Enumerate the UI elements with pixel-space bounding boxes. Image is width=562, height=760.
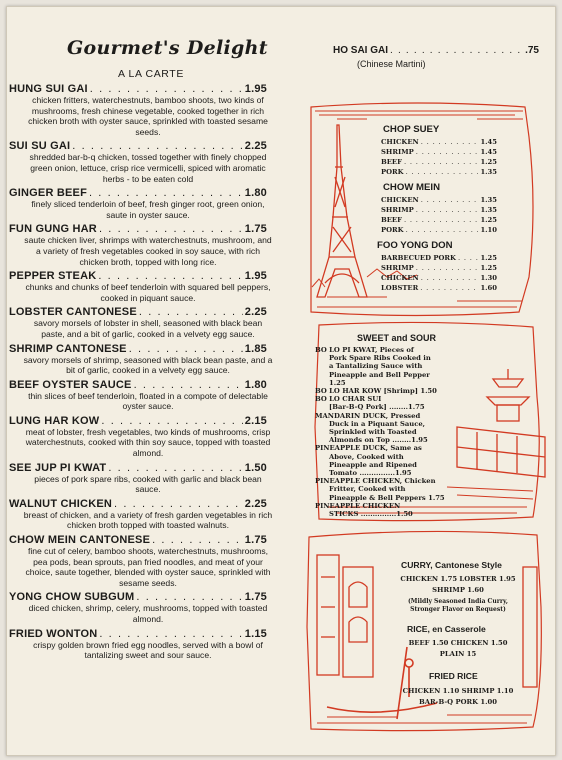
menu-item-price: 1.75: [244, 591, 267, 604]
leader-dots: [90, 83, 243, 95]
right-column: [297, 7, 555, 755]
leader-dots: [152, 534, 243, 546]
dish-name: LOBSTER: [381, 284, 419, 292]
leader-dots: [421, 138, 479, 146]
sweet-sour-line: Pineapple and Bell Pepper 1.25: [329, 370, 430, 387]
menu-item: [7, 591, 297, 624]
leader-dots: [421, 196, 479, 204]
leader-dots: [416, 206, 479, 214]
dish-price: 1.35: [480, 196, 497, 204]
menu-item: [7, 270, 297, 303]
menu-item-header: [7, 591, 297, 603]
menu-item: [7, 83, 297, 137]
menu-item: [7, 187, 297, 220]
sweet-sour-line: BO LO PI KWAT, Pieces of: [315, 346, 414, 354]
price-row: [381, 168, 497, 176]
fried-rice-title: FRIED RICE: [429, 671, 478, 681]
menu-item-header: [7, 187, 297, 199]
dish-price: 1.35: [480, 168, 497, 176]
sweet-sour-line: BO LO HAR KOW [Shrimp] 1.50: [315, 387, 437, 396]
menu-item: [7, 415, 297, 459]
sweet-sour-line: STICKS ...............1.50: [329, 510, 413, 519]
menu-item-name: SEE JUP PI KWAT: [9, 461, 107, 474]
ho-sai-gai-price: .75: [525, 45, 539, 56]
price-row: [381, 138, 497, 146]
curry-prices: CHICKEN 1.75 LOBSTER 1.95: [400, 575, 516, 583]
leader-dots: [72, 140, 242, 152]
menu-item-price: 2.15: [244, 414, 267, 427]
sweet-sour-line: Fritter, Cooked with: [329, 485, 406, 494]
menu-item-price: 2.25: [244, 140, 267, 153]
sweet-sour-line: Duck in a Piquant Sauce,: [329, 419, 426, 428]
menu-item-description: fine cut of celery, bamboo shoots, waterchestnuts, mushrooms, pea pods, bean sprouts, pan fried noodles, and meat of your choice, saute together, blended with oyster sauce, sprinkled with sesame seeds.: [25, 546, 271, 588]
price-row: [381, 206, 497, 214]
dish-name: SHRIMP: [381, 148, 414, 156]
curry-shrimp-price: SHRIMP 1.60: [432, 586, 484, 594]
dish-name: PORK: [381, 168, 404, 176]
menu-item-header: [7, 534, 297, 546]
menu-item-header: [7, 223, 297, 235]
menu-item-header: [7, 379, 297, 391]
sweet-sour-line: MANDARIN DUCK, Pressed: [315, 411, 421, 420]
menu-item-price: 1.85: [244, 342, 267, 355]
sweet-sour-line: Pork Spare Ribs Cooked in: [329, 354, 431, 363]
dish-name: BEEF: [381, 216, 402, 224]
leader-dots: [404, 158, 479, 166]
menu-item: [7, 628, 297, 661]
menu-item-description: shredded bar-b-q chicken, tossed together with finely chopped green onion, lettuce, crisp rice vermicelli, spiced with aromatic herbs - to be eaten cold: [29, 152, 267, 184]
sweet-sour-list: [315, 346, 445, 518]
dish-name: SHRIMP: [381, 206, 414, 214]
sweet-sour-line: Above, Cooked with: [329, 452, 404, 461]
price-row: [381, 254, 497, 262]
menu-item-header: [7, 498, 297, 510]
water-hatching: [317, 715, 532, 723]
price-row: [381, 264, 497, 272]
menu-item-description: chicken fritters, waterchestnuts, bamboo shoots, two kinds of mushrooms, fresh chinese vegetable, cooked together in rich chicken broth with oyster sauce, sprinkled with toasted sesame seeds.: [28, 95, 268, 137]
menu-item: [7, 498, 297, 531]
menu-item: [7, 343, 297, 376]
menu-item-name: SUI SU GAI: [9, 140, 71, 153]
menu-item: [7, 379, 297, 412]
menu-item-description: crispy golden brown fried egg noodles, served with a bowl of tantalizing sweet and sour sauce.: [33, 639, 263, 661]
menu-item-name: FRIED WONTON: [9, 627, 98, 640]
dish-name: PORK: [381, 226, 404, 234]
fried-rice-prices: CHICKEN 1.10 SHRIMP 1.10: [402, 687, 514, 695]
sweet-sour-line: PINEAPPLE CHICKEN, Chicken: [315, 477, 436, 486]
menu-item-description: breast of chicken, and a variety of fresh garden vegetables in rich chicken broth topped with toasted walnuts.: [23, 509, 273, 531]
leader-dots: [114, 498, 243, 510]
menu-item-name: PEPPER STEAK: [9, 270, 97, 283]
leader-dots: [99, 628, 242, 640]
leader-dots: [458, 254, 478, 262]
leader-dots: [416, 148, 479, 156]
rice-casserole-prices: BEEF 1.50 CHICKEN 1.50: [408, 639, 508, 647]
menu-item-price: 2.25: [244, 306, 267, 319]
eiffel-tower-drawing: [317, 125, 367, 297]
menu-subtitle: A LA CARTE: [118, 68, 184, 80]
menu-item: [7, 223, 297, 267]
leader-dots: [136, 591, 242, 603]
sweet-sour-line: [Bar-B-Q Pork] ........1.75: [329, 403, 425, 412]
menu-item-price: 2.25: [244, 497, 267, 510]
menu-item-price: 1.15: [244, 627, 267, 640]
price-row: [381, 226, 497, 234]
rice-casserole-title: RICE, en Casserole: [407, 624, 486, 634]
menu-item-description: thin slices of beef tenderloin, floated in a compote of delectable oyster sauce.: [28, 390, 268, 412]
menu-item-description: saute chicken liver, shrimps with waterchestnuts, mushroom, and a variety of fresh vegetables cooked in soy sauce, with rich chicken broth, topped with long rice.: [24, 235, 272, 267]
foo-yong-don-title: FOO YONG DON: [377, 240, 453, 251]
menu-item: [7, 534, 297, 588]
menu-item: [7, 140, 297, 184]
a-la-carte-list: [7, 83, 297, 664]
menu-item-header: [7, 270, 297, 282]
leader-dots: [404, 216, 479, 224]
menu-item-header: [7, 83, 297, 95]
menu-item-price: 1.80: [244, 187, 267, 200]
sweet-sour-line: a Tantalizing Sauce with: [329, 362, 423, 371]
dish-price: 1.25: [480, 216, 497, 224]
fried-rice-pork: BAR-B-Q PORK 1.00: [419, 698, 497, 706]
dish-price: 1.25: [480, 264, 497, 272]
menu-item-description: diced chicken, shrimp, celery, mushrooms, topped with toasted almond.: [28, 603, 268, 624]
chow-mein-title: CHOW MEIN: [383, 182, 441, 193]
menu-item-name: LOBSTER CANTONESE: [9, 306, 137, 319]
leader-dots: [416, 264, 479, 272]
sweet-sour-line: Almonds on Top ........1.95: [329, 436, 428, 445]
sweet-sour-line: BO LO CHAR SUI: [315, 395, 382, 404]
a-la-carte-column: [7, 7, 297, 755]
dish-name: BEEF: [381, 158, 402, 166]
dish-name: BARBECUED PORK: [381, 254, 456, 262]
menu-item-description: chunks and chunks of beef tenderloin with squared bell peppers, cooked in piquant sauce.: [25, 282, 271, 303]
rice-casserole-plain: PLAIN 15: [439, 650, 477, 658]
menu-item-name: SHRIMP CANTONESE: [9, 342, 127, 355]
leader-dots: [89, 187, 243, 199]
leader-dots: [98, 270, 242, 282]
dish-price: 1.45: [480, 138, 497, 146]
menu-item-header: [7, 628, 297, 640]
sweet-sour-line: Pineapple & Bell Peppers 1.75: [329, 493, 445, 502]
price-row: [381, 196, 497, 204]
dish-price: 1.30: [480, 274, 497, 282]
menu-item-name: CHOW MEIN CANTONESE: [9, 534, 151, 547]
menu-item-name: GINGER BEEF: [9, 187, 87, 200]
dish-name: CHICKEN: [381, 138, 419, 146]
menu-page: [6, 6, 556, 756]
menu-item-price: 1.80: [244, 378, 267, 391]
sweet-sour-line: Sprinkled with Toasted: [329, 428, 417, 437]
menu-item-header: [7, 462, 297, 474]
price-row: [381, 158, 497, 166]
leader-dots: [134, 379, 243, 391]
ho-sai-gai-name: HO SAI GAI: [333, 45, 389, 56]
dish-name: CHICKEN: [381, 274, 419, 282]
menu-item-name: FUN GUNG HAR: [9, 223, 97, 236]
menu-item-description: finely sliced tenderloin of beef, fresh ginger root, green onion, saute in oyster sauce.: [31, 199, 265, 220]
leader-dots: [99, 223, 243, 235]
sweet-sour-title: SWEET and SOUR: [357, 333, 437, 343]
dish-price: 1.45: [480, 148, 497, 156]
dish-name: CHICKEN: [381, 196, 419, 204]
menu-item-description: savory morsels of lobster in shell, seasoned with black bean paste, and a bit of garlic, cooked in a velvety egg sauce.: [33, 318, 263, 339]
menu-item-name: LUNG HAR KOW: [9, 414, 100, 427]
curry-title: CURRY, Cantonese Style: [401, 560, 502, 570]
sweet-sour-line: Pineapple and Ripened: [329, 460, 417, 469]
leader-dots: [421, 274, 479, 282]
price-row: [381, 284, 497, 292]
menu-item-price: 1.75: [244, 534, 267, 547]
menu-item-price: 1.75: [244, 223, 267, 236]
sweet-sour-line: PINEAPPLE DUCK, Same as: [315, 444, 422, 453]
leader-dots: [108, 462, 242, 474]
dish-price: 1.25: [480, 158, 497, 166]
menu-item-description: meat of lobster, fresh vegetables, two kinds of mushrooms, crisp waterchestnuts, cooked with thin soy sauce, topped with toasted almond.: [25, 426, 271, 459]
dish-name: SHRIMP: [381, 264, 414, 272]
menu-item-header: [7, 415, 297, 427]
menu-item-name: BEEF OYSTER SAUCE: [9, 378, 132, 391]
menu-item-description: pieces of pork spare ribs, cooked with garlic and black bean sauce.: [34, 473, 262, 495]
leader-dots: [406, 168, 479, 176]
price-row: [381, 274, 497, 282]
menu-item: [7, 306, 297, 339]
sweet-sour-line: Tomato ...............1.95: [329, 469, 412, 478]
leader-dots: [420, 284, 478, 292]
menu-item-header: [7, 343, 297, 355]
menu-item-name: WALNUT CHICKEN: [9, 497, 113, 510]
dish-price: 1.35: [480, 206, 497, 214]
dish-price: 1.60: [480, 284, 497, 292]
price-row: [381, 216, 497, 224]
price-row: [381, 148, 497, 156]
dish-price: 1.10: [480, 226, 497, 234]
ho-sai-gai-subtitle: (Chinese Martini): [357, 59, 426, 69]
menu-item-header: [7, 306, 297, 318]
leader-dots: [406, 226, 479, 234]
leader-dots: [139, 306, 243, 318]
menu-item-header: [7, 140, 297, 152]
menu-item: [7, 462, 297, 495]
menu-item-price: 1.50: [244, 461, 267, 474]
pagoda-drawing: [457, 369, 545, 477]
dish-price: 1.25: [480, 254, 497, 262]
leader-dots: [129, 343, 243, 355]
menu-item-name: HUNG SUI GAI: [9, 83, 88, 95]
curry-note-1: (Mildly Seasoned India Curry,: [407, 598, 509, 605]
menu-item-price: 1.95: [244, 270, 267, 283]
curry-note-2: Stronger Flavor on Request): [410, 606, 506, 613]
menu-title: Gourmet's Delight: [67, 37, 268, 59]
leader-dots: [101, 415, 242, 427]
menu-item-description: savory morsels of shrimp, seasoned with black bean paste, and a bit of garlic, cooked in a velvety egg sauce.: [23, 354, 273, 376]
menu-item-name: YONG CHOW SUBGUM: [9, 591, 135, 604]
chop-suey-title: CHOP SUEY: [383, 124, 440, 135]
sweet-sour-line: PINEAPPLE CHICKEN: [315, 501, 401, 510]
menu-item-price: 1.95: [244, 83, 267, 95]
